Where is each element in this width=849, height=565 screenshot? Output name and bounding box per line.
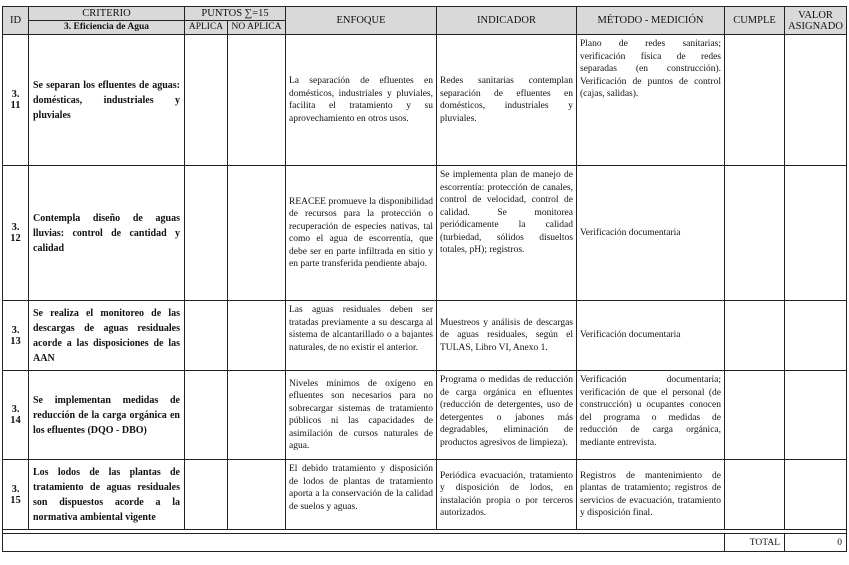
row-metodo: Verificación documentaria [577, 301, 725, 371]
row-criterio: Se realiza el monitoreo de las descargas de aguas residuales acorde a las disposiciones de las AAN [29, 301, 185, 371]
header-puntos: PUNTOS ∑=15 [185, 7, 286, 21]
row-metodo: Plano de redes sanitarias; verificación física de redes separadas (en construcción). Verificación de puntos de control (cajas, salidas). [577, 35, 725, 166]
table-row [3, 166, 847, 301]
no-aplica-cell[interactable] [228, 35, 286, 166]
header-section: 3. Eficiencia de Agua [29, 21, 185, 35]
no-aplica-cell[interactable] [228, 371, 286, 460]
header-indicador: INDICADOR [437, 7, 577, 35]
row-metodo: Verificación documentaria [577, 166, 725, 301]
row-id: 3. 13 [3, 301, 29, 371]
aplica-cell[interactable] [185, 35, 228, 166]
cumple-cell[interactable] [725, 301, 785, 371]
row-enfoque: La separación de efluentes en domésticos, industriales y pluviales, facilita el tratamiento y su aprovechamiento en otros usos. [286, 35, 437, 166]
row-metodo: Registros de mantenimiento de plantas de tratamiento; registros de servicios de evacuación, tratamiento y disposición final. [577, 460, 725, 530]
row-indicador: Redes sanitarias contemplan separación de efluentes en domésticos, industriales y pluviales. [437, 35, 577, 166]
aplica-cell[interactable] [185, 166, 228, 301]
row-enfoque: Niveles mínimos de oxígeno en efluentes son necesarios para no sobrecargar sistemas de tratamiento públicos ni las capacidades de asimilación de cursos naturales de agua. [286, 371, 437, 460]
row-indicador: Se implementa plan de manejo de escorrentía: protección de canales, control de velocidad, control de calidad. Se monitorea periódicamente la calidad (turbiedad, sólidos disueltos totales, pH); registros. [437, 166, 577, 301]
aplica-cell[interactable] [185, 371, 228, 460]
header-cumple: CUMPLE [725, 7, 785, 35]
header-no-aplica: NO APLICA [228, 21, 286, 35]
no-aplica-cell[interactable] [228, 166, 286, 301]
row-indicador: Periódica evacuación, tratamiento y disposición de lodos, en instalación propia o por terceros autorizados. [437, 460, 577, 530]
cumple-cell[interactable] [725, 166, 785, 301]
valor-cell[interactable] [785, 166, 847, 301]
criteria-table [2, 6, 847, 552]
cumple-cell[interactable] [725, 371, 785, 460]
total-label: TOTAL [725, 534, 785, 552]
row-metodo: Verificación documentaria; verificación de que el personal (de construcción) u ocupantes conocen del programa o medidas de reducción de carga orgánica, mediante entrevista. [577, 371, 725, 460]
aplica-cell[interactable] [185, 301, 228, 371]
criteria-table-wrapper [2, 6, 847, 552]
cumple-cell[interactable] [725, 460, 785, 530]
valor-cell[interactable] [785, 35, 847, 166]
row-id: 3. 12 [3, 166, 29, 301]
header-metodo: MÉTODO - MEDICIÓN [577, 7, 725, 35]
aplica-cell[interactable] [185, 460, 228, 530]
table-row [3, 371, 847, 460]
valor-cell[interactable] [785, 301, 847, 371]
table-row [3, 301, 847, 371]
header-id: ID [3, 7, 29, 35]
row-criterio: Contempla diseño de aguas lluvias: control de cantidad y calidad [29, 166, 185, 301]
no-aplica-cell[interactable] [228, 460, 286, 530]
header-aplica: APLICA [185, 21, 228, 35]
valor-cell[interactable] [785, 460, 847, 530]
row-enfoque: Las aguas residuales deben ser tratadas previamente a su descarga al sistema de alcantarillado o a bajantes naturales, de no existir el anterior. [286, 301, 437, 371]
row-indicador: Programa o medidas de reducción de carga orgánica en efluentes (reducción de detergentes, uso de detergentes o jabones más degradables, eliminación de productos agresivos de limpieza). [437, 371, 577, 460]
header-valor-asignado: VALOR ASIGNADO [785, 7, 847, 35]
row-id: 3. 14 [3, 371, 29, 460]
total-row [3, 534, 847, 552]
table-row [3, 35, 847, 166]
header-enfoque: ENFOQUE [286, 7, 437, 35]
row-id: 3. 11 [3, 35, 29, 166]
row-indicador: Muestreos y análisis de descargas de aguas residuales, según el TULAS, Libro VI, Anexo 1. [437, 301, 577, 371]
row-enfoque: REACEE promueve la disponibilidad de recursos para la protección o recuperación de especies nativas, tal como el agua de escorrentía, que debe ser en parte infiltrada en sitio y en parte transferida pendiente abajo. [286, 166, 437, 301]
row-criterio: Los lodos de las plantas de tratamiento de aguas residuales son dispuestos acorde a la normativa ambiental vigente [29, 460, 185, 530]
header-row-1 [3, 7, 847, 21]
no-aplica-cell[interactable] [228, 301, 286, 371]
table-row [3, 460, 847, 530]
row-enfoque: El debido tratamiento y disposición de lodos de plantas de tratamiento aporta a la conservación de la calidad de suelos y aguas. [286, 460, 437, 530]
valor-cell[interactable] [785, 371, 847, 460]
total-value: 0 [785, 534, 847, 552]
row-criterio: Se separan los efluentes de aguas: domésticas, industriales y pluviales [29, 35, 185, 166]
total-blank [3, 534, 725, 552]
header-criterio: CRITERIO [29, 7, 185, 21]
row-criterio: Se implementan medidas de reducción de la carga orgánica en los efluentes (DQO - DBO) [29, 371, 185, 460]
cumple-cell[interactable] [725, 35, 785, 166]
row-id: 3. 15 [3, 460, 29, 530]
